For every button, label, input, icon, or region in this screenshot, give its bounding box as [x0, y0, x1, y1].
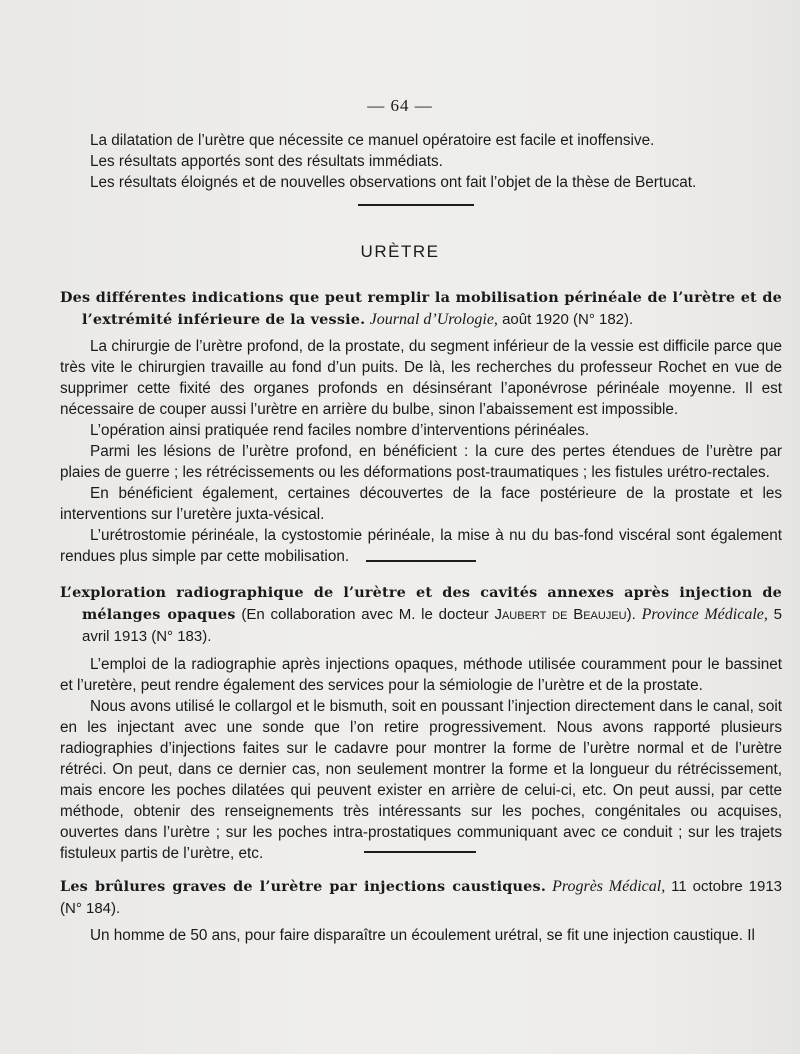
citation: 11 octobre 1913 (N° 184). [60, 878, 782, 917]
paragraph: L’emploi de la radiographie après injections opaques, méthode utilisée couramment pour le bassinet et l’uretère, peut rendre également des services pour la sémiologie de l’urètre et de la prostate. [60, 656, 782, 694]
article-1 [60, 287, 782, 567]
article-3-heading [60, 876, 782, 920]
citation: 5 avril 1913 (N° 183). [82, 606, 782, 645]
journal-name: Province Médicale, [641, 606, 768, 623]
article-title: Des différentes indications que peut remplir la mobilisation périnéale de l’urètre et de l’extrémité inférieure de la vessie. [60, 289, 782, 328]
journal-name: Progrès Médical, [552, 878, 666, 895]
paragraph: L’opération ainsi pratiquée rend faciles nombre d’interventions périnéales. [90, 422, 590, 439]
divider [358, 204, 474, 206]
paragraph: En bénéficient également, certaines découvertes de la face postérieure de la prostate et les interventions sur l’uretère juxta-vésical. [60, 485, 782, 523]
divider [366, 560, 476, 562]
paragraph: Un homme de 50 ans, pour faire disparaître un écoulement urétral, se fit une injection caustique. Il [90, 927, 755, 944]
page-number: — 64 — [367, 96, 433, 115]
intro-line: Les résultats éloignés et de nouvelles observations ont fait l’objet de la thèse de Bertucat. [90, 174, 697, 191]
paragraph: L’urétrostomie périnéale, la cystostomie périnéale, la mise à nu du bas-fond viscéral sont également rendues plus simple par cette mobilisation. [60, 527, 782, 565]
divider [364, 851, 476, 853]
paragraph: Parmi les lésions de l’urètre profond, en bénéficient : la cure des pertes étendues de l’urètre par plaies de guerre ; les rétrécissements ou les déformations post-traumatiques ; les fistules urétro-rectales. [60, 443, 782, 481]
citation: août 1920 (N° 182). [497, 311, 634, 328]
intro-line: Les résultats apportés sont des résultats immédiats. [90, 153, 443, 170]
article-1-heading [60, 287, 782, 331]
journal-name: Journal d’Urologie, [369, 311, 498, 328]
intro-block [90, 130, 730, 193]
section-title: URÈTRE [360, 242, 440, 261]
article-title: Les brûlures graves de l’urètre par injections caustiques. [60, 878, 547, 895]
paragraph: La chirurgie de l’urètre profond, de la prostate, du segment inférieur de la vessie est difficile parce que très vite le chirurgien travaille au fond d’un puits. De là, les recherches du professeur Rochet en vue de supprimer cette fixité des organes profonds en désinsérant l’aponévrose périnéale moyenne. Il est nécessaire de couper aussi l’urètre en arrière du bulbe, sinon l’abaissement est impossible. [60, 338, 782, 418]
paragraph: Nous avons utilisé le collargol et le bismuth, soit en poussant l’injection directement dans le canal, soit en les injectant avec une sonde que l’on retire progressivement. Nous avons rapporté plusieurs radiographies d’injections faites sur le cadavre pour montrer la forme de l’urètre normal et de l’urètre rétréci. On peut, dans ce dernier cas, non seulement montrer la forme et la longueur du rétrécissement, mais encore les poches dilatées qui peuvent exister en arrière de celui-ci, etc. On peut aussi, par cette méthode, obtenir des renseignements très intéressants sur les poches, congénitales ou acquises, ouvertes dans l’urètre ; sur les poches intra-prostatiques communiquant avec ce conduit ; sur les trajets fistuleux partis de l’urètre, etc. [60, 698, 782, 862]
intro-line: La dilatation de l’urètre que nécessite ce manuel opératoire est facile et inoffensive. [90, 132, 655, 149]
article-2 [60, 582, 782, 864]
article-2-heading: L’exploration radiographique de l’urètre et des cavités annexes après injection de mélanges opaques (En collaboration avec M. le docteur Jaubert de Beaujeu). Province Médicale, 5 avril 1913 (N° 183). [60, 584, 782, 645]
article-3 [60, 876, 782, 946]
article-title: L’exploration radiographique de l’urètre et des cavités annexes après injection de mélanges opaques [60, 584, 782, 623]
collaborator-name: Jaubert de Beaujeu [494, 606, 627, 623]
